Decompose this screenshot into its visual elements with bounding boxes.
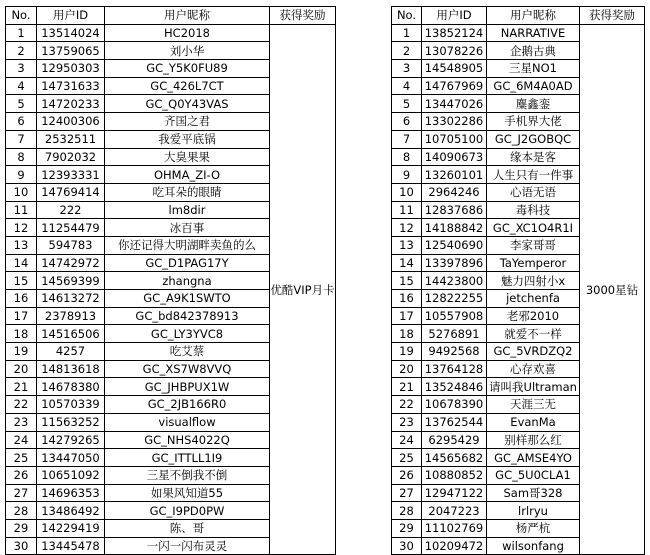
user-nickname: TaYemperor [487,254,580,272]
user-nickname: zhangna [105,272,270,290]
row-number: 13 [392,236,422,254]
column-header: 用户昵称 [105,7,270,25]
user-id: 12393331 [37,166,105,184]
user-id: 12950303 [37,60,105,78]
row-number: 23 [392,413,422,431]
user-id: 12822255 [422,290,487,308]
user-nickname: GC_6M4A0AD [487,77,580,95]
user-id: 13486492 [37,502,105,520]
user-nickname: 齐国之君 [105,113,270,131]
row-number: 28 [392,502,422,520]
user-id: 14279265 [37,431,105,449]
table-row [392,24,645,42]
user-nickname: 麋鑫銮 [487,95,580,113]
row-number: 17 [392,307,422,325]
row-number: 24 [6,431,37,449]
user-id: 13078226 [422,42,487,60]
row-number: 21 [392,378,422,396]
user-nickname: 缘本是客 [487,148,580,166]
user-id: 13397896 [422,254,487,272]
row-number: 20 [392,360,422,378]
user-nickname: GC_5VRDZQ2 [487,343,580,361]
user-id: 13762544 [422,413,487,431]
user-nickname: 天涯三无 [487,396,580,414]
user-id: 10705100 [422,130,487,148]
row-number: 15 [6,272,37,290]
row-number: 4 [392,77,422,95]
user-nickname: 三星不倒我不倒 [105,466,270,484]
user-id: 11563252 [37,413,105,431]
user-id: 10209472 [422,537,487,555]
user-nickname: 杨严杭 [487,519,580,537]
user-id: 14767969 [422,77,487,95]
row-number: 6 [6,113,37,131]
row-number: 2 [392,42,422,60]
user-nickname: GC_JHBPUX1W [105,378,270,396]
user-nickname: 陈、哥 [105,519,270,537]
user-id: 11254479 [37,219,105,237]
user-nickname: 魅力四射小x [487,272,580,290]
row-number: 14 [6,254,37,272]
user-id: 14565682 [422,449,487,467]
row-number: 7 [392,130,422,148]
user-nickname: 你还记得大明湖畔卖鱼的么 [105,236,270,254]
user-id: 5276891 [422,325,487,343]
user-id: 14569399 [37,272,105,290]
user-nickname: 李家哥哥 [487,236,580,254]
row-number: 3 [6,60,37,78]
user-nickname: 企鹅古典 [487,42,580,60]
user-nickname: 三星NO1 [487,60,580,78]
left-winner-table [5,6,336,555]
user-id: 6295429 [422,431,487,449]
row-number: 23 [6,413,37,431]
user-nickname: GC_AMSE4YO [487,449,580,467]
user-nickname: 一闪一闪布灵灵 [105,537,270,555]
row-number: 5 [392,95,422,113]
user-nickname: OHMA_ZI-O [105,166,270,184]
user-id: 10678390 [422,396,487,414]
row-number: 29 [392,519,422,537]
user-id: 12400306 [37,113,105,131]
column-header: No. [6,7,37,25]
reward-cell: 优酷VIP月卡 [270,24,336,555]
user-id: 12947122 [422,484,487,502]
user-nickname: 吃耳朵的眼睛 [105,183,270,201]
user-id: 14678380 [37,378,105,396]
row-number: 10 [392,183,422,201]
column-header: 用户ID [37,7,105,25]
user-nickname: 人生只有一件事 [487,166,580,184]
row-number: 11 [6,201,37,219]
reward-cell: 3000星钻 [580,24,645,555]
user-nickname: 冰百事 [105,219,270,237]
user-id: 14516506 [37,325,105,343]
user-id: 14548905 [422,60,487,78]
row-number: 22 [392,396,422,414]
user-nickname: GC_XS7W8VVQ [105,360,270,378]
column-header: No. [392,7,422,25]
row-number: 22 [6,396,37,414]
user-id: 13447050 [37,449,105,467]
user-nickname: 吃艾蔡 [105,343,270,361]
row-number: 24 [392,431,422,449]
column-header: 获得奖励 [580,7,645,25]
user-id: 14720233 [37,95,105,113]
row-number: 13 [6,236,37,254]
row-number: 14 [392,254,422,272]
user-nickname: 如果风知道55 [105,484,270,502]
column-header: 获得奖励 [270,7,336,25]
row-number: 4 [6,77,37,95]
table-row [6,24,336,42]
user-nickname: HC2018 [105,24,270,42]
user-id: 10880852 [422,466,487,484]
row-number: 19 [6,343,37,361]
user-nickname: GC_LY3YVC8 [105,325,270,343]
user-nickname: 心语无语 [487,183,580,201]
row-number: 25 [6,449,37,467]
user-nickname: 毒科技 [487,201,580,219]
user-nickname: Sam哥328 [487,484,580,502]
row-number: 3 [392,60,422,78]
user-nickname: 别样那么红 [487,431,580,449]
user-nickname: 就爱不一样 [487,325,580,343]
user-nickname: jetchenfa [487,290,580,308]
row-number: 16 [6,290,37,308]
user-id: 14731633 [37,77,105,95]
user-id: 13759065 [37,42,105,60]
user-id: 14188842 [422,219,487,237]
user-nickname: GC_bd842378913 [105,307,270,325]
user-id: 9492568 [422,343,487,361]
user-id: 14229419 [37,519,105,537]
row-number: 30 [392,537,422,555]
row-number: 9 [392,166,422,184]
user-id: 13764128 [422,360,487,378]
user-id: 2532511 [37,130,105,148]
user-nickname: EvanMa [487,413,580,431]
user-id: 13447026 [422,95,487,113]
user-nickname: GC_NHS4022Q [105,431,270,449]
user-nickname: 手机界大佬 [487,113,580,131]
user-nickname: GC_Q0Y43VAS [105,95,270,113]
row-number: 27 [6,484,37,502]
user-nickname: 刘小华 [105,42,270,60]
right-winner-table [391,6,645,555]
row-number: 12 [392,219,422,237]
table-header-row [6,7,336,25]
row-number: 29 [6,519,37,537]
row-number: 17 [6,307,37,325]
user-nickname: GC_426L7CT [105,77,270,95]
row-number: 1 [392,24,422,42]
user-nickname: 老邪2010 [487,307,580,325]
user-id: 13260101 [422,166,487,184]
row-number: 8 [6,148,37,166]
row-number: 7 [6,130,37,148]
user-id: 594783 [37,236,105,254]
user-nickname: 我爱平底锅 [105,130,270,148]
user-nickname: GC_XC1O4R1I [487,219,580,237]
user-id: 10557908 [422,307,487,325]
user-nickname: GC_Y5K0FU89 [105,60,270,78]
user-id: 14742972 [37,254,105,272]
user-nickname: GC_ITTLL1I9 [105,449,270,467]
row-number: 8 [392,148,422,166]
user-id: 222 [37,201,105,219]
user-id: 2047223 [422,502,487,520]
user-id: 13445478 [37,537,105,555]
user-nickname: 大臭果果 [105,148,270,166]
row-number: 18 [6,325,37,343]
user-id: 10651092 [37,466,105,484]
row-number: 26 [6,466,37,484]
user-id: 13302286 [422,113,487,131]
row-number: 19 [392,343,422,361]
row-number: 25 [392,449,422,467]
user-nickname: visualflow [105,413,270,431]
row-number: 9 [6,166,37,184]
user-nickname: GC_A9K1SWTO [105,290,270,308]
row-number: 11 [392,201,422,219]
row-number: 15 [392,272,422,290]
user-id: 2378913 [37,307,105,325]
user-nickname: GC_D1PAG17Y [105,254,270,272]
row-number: 12 [6,219,37,237]
user-id: 12837686 [422,201,487,219]
row-number: 20 [6,360,37,378]
user-id: 4257 [37,343,105,361]
row-number: 2 [6,42,37,60]
row-number: 30 [6,537,37,555]
user-id: 14613272 [37,290,105,308]
user-id: 13852124 [422,24,487,42]
user-id: 14696353 [37,484,105,502]
user-id: 14090673 [422,148,487,166]
user-nickname: lrlryu [487,502,580,520]
user-id: 14423800 [422,272,487,290]
table-header-row [392,7,645,25]
user-id: 2964246 [422,183,487,201]
row-number: 28 [6,502,37,520]
user-id: 7902032 [37,148,105,166]
row-number: 26 [392,466,422,484]
user-nickname: GC_I9PD0PW [105,502,270,520]
user-id: 11102769 [422,519,487,537]
user-id: 13524846 [422,378,487,396]
user-nickname: GC_2JB166R0 [105,396,270,414]
user-nickname: NARRATIVE [487,24,580,42]
column-header: 用户ID [422,7,487,25]
user-id: 14769414 [37,183,105,201]
column-header: 用户昵称 [487,7,580,25]
row-number: 27 [392,484,422,502]
user-nickname: 心存欢喜 [487,360,580,378]
user-nickname: GC_5U0CLA1 [487,466,580,484]
user-nickname: wilsonfang [487,537,580,555]
user-nickname: GC_J2GOBQC [487,130,580,148]
user-nickname: 请叫我Ultraman [487,378,580,396]
row-number: 18 [392,325,422,343]
user-nickname: lm8dir [105,201,270,219]
row-number: 21 [6,378,37,396]
row-number: 5 [6,95,37,113]
user-id: 13514024 [37,24,105,42]
user-id: 14813618 [37,360,105,378]
row-number: 6 [392,113,422,131]
row-number: 1 [6,24,37,42]
row-number: 16 [392,290,422,308]
row-number: 10 [6,183,37,201]
user-id: 12540690 [422,236,487,254]
user-id: 10570339 [37,396,105,414]
